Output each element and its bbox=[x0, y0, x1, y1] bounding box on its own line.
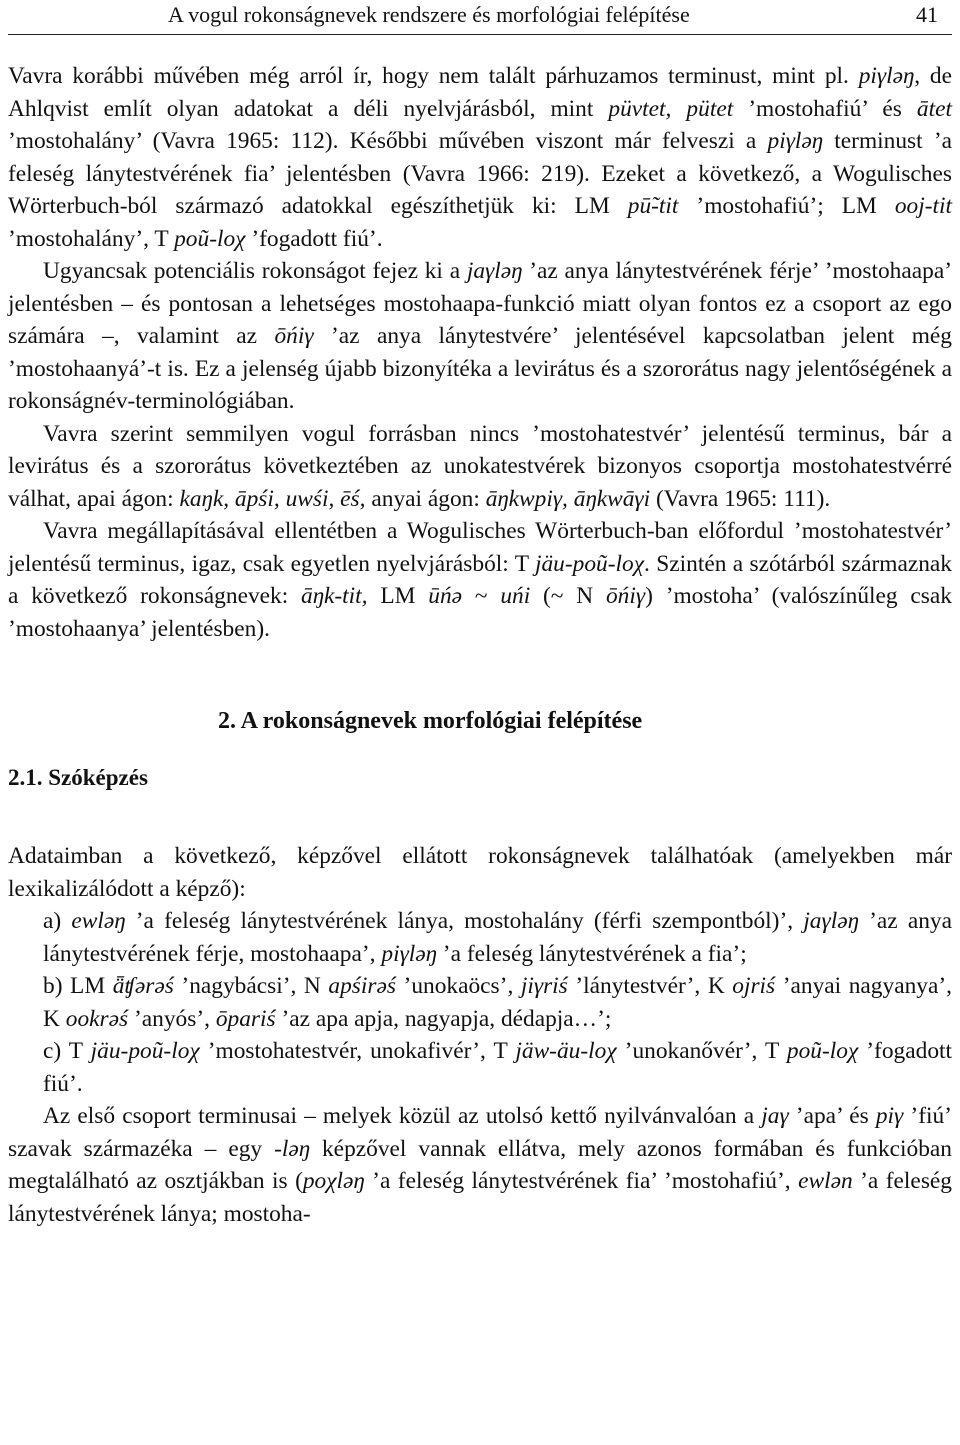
italic-term: poũ-loχ bbox=[174, 225, 246, 252]
italic-term: ūńə bbox=[428, 583, 463, 609]
italic-term: ǟʧərəś bbox=[112, 973, 174, 999]
text-run: ’mostohalány’ (Vavra 1965: 112). Későbbi művében viszont már felveszi a bbox=[8, 128, 768, 154]
italic-term: jaγləŋ bbox=[803, 908, 859, 934]
text-run: . Szintén a szótárból származnak a következő rokonságnevek: bbox=[8, 550, 953, 609]
page-body bbox=[8, 60, 952, 1230]
text-run: Vavra korábbi művében még arról ír, hogy nem talált párhuzamos terminust, mint pl. bbox=[8, 63, 859, 89]
italic-term: piγləŋ bbox=[767, 128, 824, 154]
text-run: Az első csoport terminusai – melyek közül az utolsó kettő nyilvánvalóan a bbox=[43, 1103, 762, 1129]
text-run: ’az anya lánytestvérének férje, mostohaapa’, bbox=[43, 908, 952, 967]
text-run: (Vavra 1965: 111). bbox=[650, 485, 831, 512]
text-run: ’a feleség lánytestvérének fia’ ’mostohafiú’, bbox=[364, 1168, 799, 1194]
italic-term: poũ-loχ bbox=[786, 1038, 859, 1064]
text-run: c) T bbox=[43, 1038, 91, 1064]
text-run: ’nagybácsi’, N bbox=[173, 973, 329, 999]
text-run: ’unokanővér’, T bbox=[616, 1038, 787, 1064]
text-run: ’mostohalány’, T bbox=[8, 225, 175, 252]
text-run: ’lánytestvér’, K bbox=[567, 973, 733, 999]
text-run: anyai ágon: bbox=[365, 485, 486, 512]
italic-term: kaŋk, āpśi, uwśi, ēś, bbox=[179, 485, 366, 512]
text-run: ’fogadott fiú’. bbox=[43, 1038, 953, 1097]
italic-term: jiγriś bbox=[520, 973, 568, 999]
paragraph bbox=[8, 60, 952, 255]
text-run: ’mostohafiú’; LM bbox=[678, 193, 895, 219]
text-run: terminust ’a feleség lánytestvérének fia’ jelentésben (Vavra 1966: 219). Ezeket a következő, a Wogulisches Wörterbuch-ból származó adatokkal egészíthetjük ki: LM bbox=[8, 128, 952, 219]
italic-term: jäu-poũ-loχ bbox=[534, 550, 645, 577]
paragraph bbox=[8, 840, 952, 905]
text-run: ) ’mostoha’ (valószínűleg csak ’mostohaanya’ jelentésben). bbox=[8, 583, 952, 642]
text-run: ’mostohatestvér, unokafivér’, T bbox=[199, 1038, 516, 1064]
italic-term: ojriś bbox=[732, 973, 776, 999]
text-run: ’az anya lánytestvére’ jelentésével kapcsolatban jelent még ’mostohaanyá’-t is. Ez a jelenség újabb bizonyítéka a levirátus és a szororátus nagy jelentőségének a rokonságnév-terminológiában. bbox=[8, 323, 952, 414]
page-number: 41 bbox=[916, 2, 938, 27]
italic-term: ewlən bbox=[798, 1168, 853, 1194]
list-item-b bbox=[8, 970, 952, 1035]
text-run: (~ N bbox=[530, 583, 606, 609]
italic-term: -ləŋ bbox=[274, 1135, 311, 1162]
italic-term: āŋkwpiγ, āŋkwāγi bbox=[485, 485, 651, 512]
text-run: ’a feleség lánytestvérének lánya; mostoha- bbox=[8, 1168, 952, 1227]
italic-term: uńi bbox=[500, 583, 531, 609]
text-run: ’unokaöcs’, bbox=[395, 973, 521, 999]
text-run: Vavra szerint semmilyen vogul forrásban nincs ’mostohatestvér’ jelentésű terminus, bár a levirátus és a szororátus következtében az unokatestvérek bizonyos csoportja mostohatestvérré válhat, apai ágon: bbox=[8, 420, 952, 512]
paragraph bbox=[8, 418, 952, 516]
text-run: képzővel vannak ellátva, mely azonos formában és funkcióban megtalálható az osztjákban is ( bbox=[8, 1135, 952, 1194]
italic-term: jäu-poũ-loχ bbox=[90, 1038, 200, 1064]
italic-term: piγ bbox=[875, 1103, 904, 1129]
italic-term: ōńiγ bbox=[605, 583, 646, 609]
italic-term: pū̃-tit bbox=[627, 193, 679, 219]
subsection-heading: 2.1. Szóképzés bbox=[8, 764, 148, 790]
text-run: b) LM bbox=[43, 973, 113, 999]
text-run: ’az anya lánytestvérének férje’ ’mostohaapa’ jelentésben – és pontosan a lehetséges mostohaapa-funkció miatt olyan fontos ez a csoport az ego számára –, valamint az bbox=[8, 258, 952, 349]
running-header bbox=[8, 0, 952, 35]
paragraph bbox=[8, 515, 952, 645]
italic-term: ōpariś bbox=[215, 1005, 276, 1032]
text-run: ’az apa apja, nagyapja, dédapja…’; bbox=[275, 1005, 612, 1032]
italic-term: ātet bbox=[916, 95, 952, 122]
text-run: ’anyós’, bbox=[128, 1005, 216, 1032]
italic-term: piγləŋ bbox=[381, 940, 437, 967]
italic-term: apśirəś bbox=[328, 973, 396, 999]
italic-term: poχləŋ bbox=[302, 1168, 365, 1194]
text-run: ’apa’ és bbox=[788, 1103, 876, 1129]
text-run: ’anyai nagyanya’, K bbox=[43, 973, 952, 1032]
section-heading: 2. A rokonságnevek morfológiai felépítése bbox=[218, 708, 643, 734]
text-run: ’a feleség lánytestvérének lánya, mostohalány (férfi szempontból)’, bbox=[125, 908, 804, 934]
text-run: ’fiú’ szavak származéka – egy bbox=[8, 1103, 952, 1162]
running-title: A vogul rokonságnevek rendszere és morfológiai felépítése bbox=[168, 2, 690, 27]
paragraph bbox=[8, 1100, 952, 1230]
text-run: , de Ahlqvist említ olyan adatokat a déli nyelvjárásból, mint bbox=[8, 63, 952, 122]
italic-term: ewləŋ bbox=[71, 908, 126, 934]
italic-term: ōńiγ bbox=[274, 323, 314, 349]
text-run: ’a feleség lánytestvérének a fia’; bbox=[436, 940, 747, 967]
text-run: ~ bbox=[462, 583, 501, 609]
text-run: a) bbox=[43, 908, 72, 934]
italic-term: püvtet, pütet bbox=[608, 95, 734, 122]
text-run: Adataimban a következő, képzővel ellátott rokonságnevek találhatóak (amelyekben már lexikalizálódott a képző): bbox=[8, 843, 952, 902]
italic-term: ooj-tit bbox=[894, 193, 953, 219]
text-run: Ugyancsak potenciális rokonságot fejez ki a bbox=[43, 258, 467, 284]
text-run: Vavra megállapításával ellentétben a Wogulisches Wörterbuch-ban előfordul ’mostohatestvér’ jelentésű terminus, igaz, csak egyetlen nyelvjárásból: T bbox=[8, 518, 952, 577]
list-item-a bbox=[8, 905, 952, 970]
italic-term: jaγ bbox=[761, 1103, 789, 1129]
text-run: ’mostohafiú’ és bbox=[733, 95, 917, 122]
list-item-c bbox=[8, 1035, 952, 1100]
italic-term: ookrəś bbox=[65, 1005, 129, 1032]
text-run: LM bbox=[367, 583, 429, 609]
italic-term: āŋk-tit, bbox=[301, 583, 368, 609]
text-run: ’fogadott fiú’. bbox=[245, 225, 383, 252]
italic-term: jäw-äu-loχ bbox=[515, 1038, 617, 1064]
paragraph bbox=[8, 255, 952, 418]
italic-term: jaγləŋ bbox=[466, 258, 523, 284]
italic-term: piγləŋ bbox=[858, 63, 915, 89]
